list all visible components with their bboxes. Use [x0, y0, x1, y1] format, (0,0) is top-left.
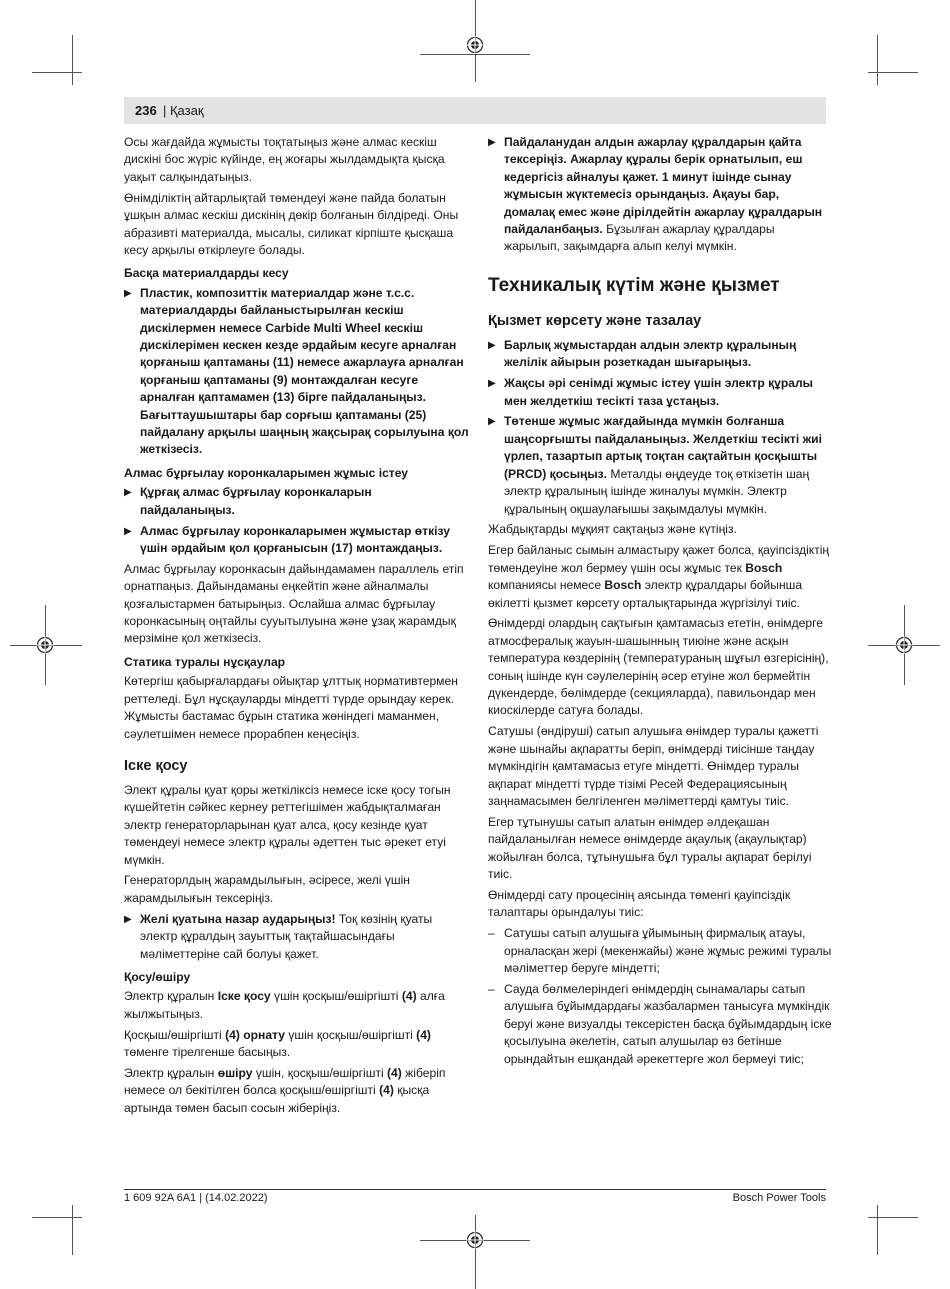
list-item-text: Сатушы сатып алушыға ұйымының фирмалық атауы, орналасқан жері (мекенжайы) және жұмыс режимі туралы мәліметтер беруге міндетті;: [504, 926, 832, 976]
paragraph: Генераторлдың жарамдылығын, әсіресе, желі үшін жарамдылығын тексеріңіз.: [124, 873, 410, 905]
warning-bullet: [488, 375, 833, 410]
dash-list-item: [488, 981, 833, 1068]
section-heading: Алмас бұрғылау коронкаларымен жұмыс істеу: [124, 465, 409, 480]
paragraph: Өнімділіктің айтарлықтай төмендеуі және пайда болатын ұшқын алмас кескіш дискінің дөкір болғанын білдіреді. Оны абразивті материалда, мысалы, силикат кірпіште қысқаша кесу арқылы өткірлеуге болады.: [124, 190, 459, 257]
paragraph: Сатушы (өндіруші) сатып алушыға өнімдер туралы қажетті және шынайы ақпаратты беріп, өнімдерді тиісінше таңдау мүмкіндігін қамтамасыз етуге міндетті. Өнімдер туралы ақпарат міндетті түрде тізімі Ресей Федерациясының заңнамасымен белгіленген мәліметтерді қамтуы тиіс.: [488, 724, 819, 808]
bullet-text-bold: Төтенше жұмыс жағдайында мүмкін болғанша шаңсорғышты пайдаланыңыз. Желдеткіш тесікті жиі үрлеп, тазартып артық тоқтан сақтайтын қосқышты (PRCD) қосыңыз.: [504, 414, 822, 481]
bullet-text-bold: Желі қуатына назар аударыңыз!: [140, 911, 336, 926]
bullet-triangle-icon: ▶: [124, 525, 132, 537]
crop-mark: [475, 1215, 476, 1289]
paragraph: Осы жағдайда жұмысты тоқтатыңыз және алмас кескіш дискіні бос жүріс күйінде, ең жоғары жылдамдықта қысқа уақыт салқындатыңыз.: [124, 135, 445, 184]
paragraph: Элект құралы қуат қоры жеткіліксіз немесе іске қосу тогын күшейтетін сәйкес кернеу реттегішімен жабдықталмаған электр генераторларынан қуат алса, қосу кезінде қуат төмендеуі немесе электр құралы әдеттен тыс әрекет етуі мүмкін.: [124, 782, 451, 867]
warning-bullet: [488, 134, 833, 256]
paragraph: Өнімдерді сату процесінің аясында төменгі қауіпсіздік талаптары орындалуы тиіс:: [488, 888, 791, 920]
paragraph: Электр құралын өшіру үшін, қосқыш/өшіргішті (4) жіберіп немесе ол бекітілген болса қосқыш/өшіргішті (4) қысқа артында төмен басып сосын жіберіңіз.: [124, 1066, 446, 1115]
section-title: Қызмет көрсету және тазалау: [488, 312, 702, 329]
paragraph: Жабдықтарды мұқият сақтаңыз және күтіңіз.: [488, 522, 737, 537]
bullet-text: Металды өңдеуде тоқ өткізетін шаң электр құралының ішінде жиналуы мүмкін. Электр құралының оқшаулағышы зақымдалуы мүмкін.: [504, 466, 810, 516]
header-band: [124, 97, 826, 124]
right-column: [488, 134, 833, 1072]
crop-mark: [868, 1217, 918, 1218]
warning-bullet: [124, 911, 469, 963]
section-title: Іске қосу: [124, 757, 188, 774]
paragraph: Егер байланыс сымын алмастыру қажет болса, қауіпсіздіктің төмендеуіне жол бермеу үшін осы жұмыс тек Bosch компаниясы немесе Bosch электр құралдары бойынша өкілетті қызмет көрсету орталықтарында жүргізілуі тиіс.: [488, 543, 830, 610]
paragraph: Егер тұтынушы сатып алатын өнімдер әлдеқашан пайдаланылған немесе өнімдерде ақаулық (ақаулықтар) жойылған болса, тұтынушыға бұл туралы ақпарат берілуі тиіс.: [488, 814, 812, 882]
footer-rule: [124, 1189, 826, 1190]
registration-mark-icon: [466, 1231, 484, 1249]
warning-bullet: [124, 484, 469, 519]
section-heading: Қосу/өшіру: [124, 969, 191, 984]
paragraph: Өнімдерді олардың сақтығын қамтамасыз ететін, өнімдерге атмосфералық жауын-шашынның тиюіне және асқын температура көздерінің (температураның шұғыл өзгерісінің), соның ішінде күн сәулелерінің әсер етуіне жол бермейтін дүкендерде, бөлімдерде (секцияларда), павильондар мен киоскілерде сатуға болады.: [488, 616, 829, 718]
warning-bullet: [124, 285, 469, 459]
bullet-triangle-icon: ▶: [488, 137, 496, 148]
warning-bullet: [488, 337, 833, 372]
footer-brand: Bosch Power Tools: [732, 1192, 826, 1204]
bullet-triangle-icon: ▶: [488, 339, 496, 351]
bullet-triangle-icon: ▶: [488, 416, 496, 428]
bullet-text: Барлық жұмыстардан алдын электр құралының желілік айырын розеткадан шығарыңыз.: [504, 337, 797, 370]
registration-mark-icon: [36, 636, 54, 654]
page-number: 236: [135, 103, 157, 118]
bullet-text-bold: Пайдаланудан алдын ажарлау құралдарын қайта тексеріңіз. Ажарлау құралы берік орнатылып, еш кедергісіз айналуы қажет. 1 минут ішінде сынау жұмысын жүктемесіз орындаңыз. Ақауы бар, домалақ емес және дірілдейтін ажарлау құралдарын пайдаланбаңыз.: [504, 135, 823, 237]
section-heading: Басқа материалдарды кесу: [124, 266, 289, 281]
bullet-triangle-icon: ▶: [488, 378, 496, 390]
crop-mark: [32, 72, 82, 73]
footer-doc-code: 1 609 92A 6A1 | (14.02.2022): [124, 1192, 268, 1204]
chapter-title: Техникалық күтім және қызмет: [488, 274, 780, 296]
left-column: [124, 134, 469, 1121]
crop-mark: [72, 35, 73, 85]
bullet-triangle-icon: ▶: [124, 913, 132, 925]
dash-marker: –: [488, 982, 495, 997]
dash-marker: –: [488, 926, 495, 941]
crop-mark: [877, 35, 878, 85]
crop-mark: [877, 1205, 878, 1255]
bullet-triangle-icon: ▶: [124, 487, 132, 499]
paragraph: Қосқыш/өшіргішті (4) орнату үшін қосқыш/өшіргішті (4) төменге тірелгенше басыңыз.: [124, 1027, 431, 1060]
crop-mark: [420, 54, 530, 55]
warning-bullet: [488, 413, 833, 517]
registration-mark-icon: [466, 36, 484, 54]
bullet-text: Тоқ көзінің қуаты электр құралдың зауыттық тақтайшасындағы мәліметтеріне сай болуы қажет.: [140, 911, 433, 961]
dash-list-item: [488, 925, 833, 977]
bullet-text: Алмас бұрғылау коронкаларымен жұмыстар өткізу үшін әрдайым қол қорғанысын (17) монтаждаңыз.: [140, 523, 450, 555]
paragraph: Электр құралын Іске қосу үшін қосқыш/өшіргішті (4) алға жылжытыңыз.: [124, 989, 445, 1021]
section-heading: Статика туралы нұсқаулар: [124, 654, 286, 669]
bullet-text: Жақсы әрі сенімді жұмыс істеу үшін электр құралы мен желдеткіш тесікті таза ұстаңыз.: [504, 376, 813, 408]
bullet-triangle-icon: ▶: [124, 287, 132, 299]
paragraph: Көтергіш қабырғалардағы ойықтар ұлттық нормативтермен реттеледі. Бұл нұсқауларды міндетті түрде орындау керек. Жұмысты бастамас бұрын статика жөніндегі маманмен, сәулетшімен немесе прорабпен кеңесіңіз.: [124, 674, 458, 741]
page-language: | Қазақ: [163, 103, 204, 118]
bullet-text: Құрғақ алмас бұрғылау коронкаларын пайдаланыңыз.: [140, 485, 372, 517]
paragraph: Алмас бұрғылау коронкасын дайындамамен параллель етіп орнатпаңыз. Дайындаманы еңкейтіп және айналмалы қозғалыстармен батырыңыз. Ослайша алмас бұрғылау коронкасының оңтайлы сууытылуына және ұзақ жарамдық мерзіміне қол жеткізесіз.: [124, 561, 464, 646]
crop-mark: [32, 1217, 82, 1218]
crop-mark: [72, 1205, 73, 1255]
crop-mark: [868, 72, 918, 73]
warning-bullet: [124, 523, 469, 558]
bullet-text: Бұзылған ажарлау құралдары жарылып, зақымдарға алып келуі мүмкін.: [504, 222, 775, 254]
list-item-text: Сауда бөлмелеріндегі өнімдердің сынамалары сатып алушыға бұйымдардағы жазбалармен танысуға мүмкіндік беруі және визуалды тексерістен басқа бұйымдардың іске қосылуына әкелетін, сатып алушылар өз бетінше орындайтын ешқандай әрекеттерге жол бермеуі тиіс;: [504, 982, 832, 1066]
registration-mark-icon: [895, 636, 913, 654]
bullet-text: Пластик, композиттік материалдар және т.с.с. материалдарды байланыстырылған кескіш дискілермен немесе Carbide Multi Wheel кескіш дискілерімен кескен кезде әрдайым кесуге арналған қорғаныш қаптаманы (11) немесе ажарлауға арналған қорғаныш қаптаманы (9) монтаждалған кесуге арналған қаптамамен (13) бірге пайдаланыңыз. Бағыттаушыштары бар сорғыш қаптаманы (25) пайдалану арқылы шаңның жақсырақ сорылуына қол жеткізесіз.: [140, 285, 469, 457]
